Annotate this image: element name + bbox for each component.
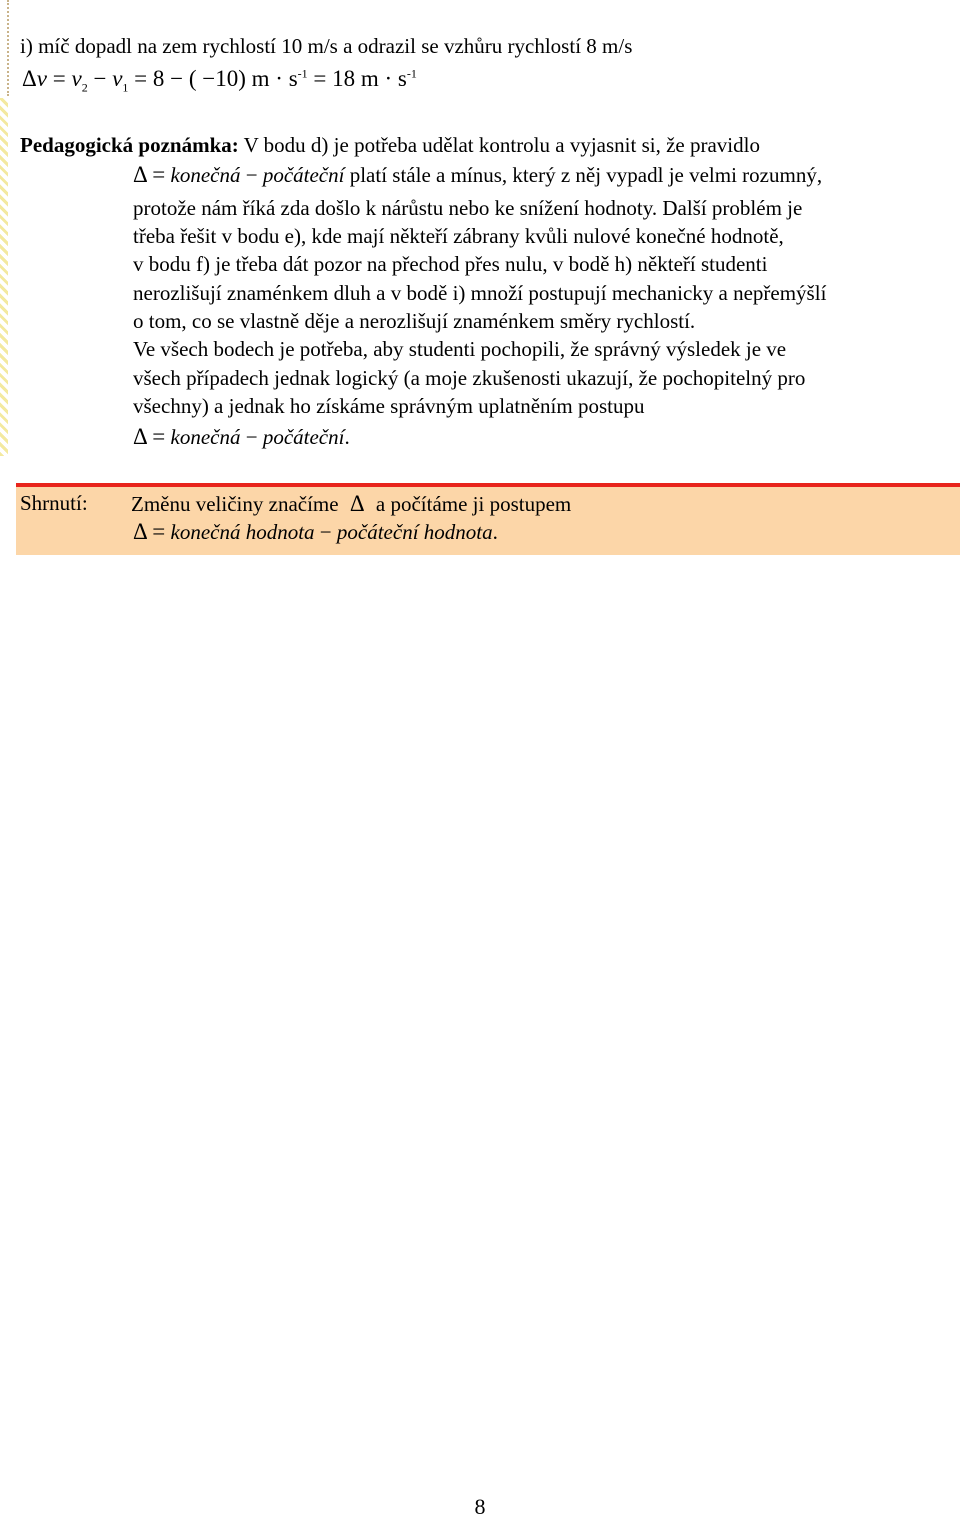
item-i-text: i) míč dopadl na zem rychlostí 10 m/s a odrazil se vzhůru rychlostí 8 m/s [20, 34, 633, 58]
note-first-line: Pedagogická poznámka: V bodu d) je potřeba udělat kontrolu a vyjasnit si, že pravidlo [20, 133, 760, 157]
summary-formula: Δ = konečná hodnota − počáteční hodnota. [133, 519, 498, 544]
note-line-3: protože nám říká zda došlo k nárůstu nebo ke snížení hodnoty. Další problém je [133, 196, 803, 220]
note-margin-stripe [0, 98, 8, 456]
note-line-6: nerozlišují znaménkem dluh a v bodě i) množí postupují mechanicky a nepřemýšlí [133, 281, 827, 305]
note-line-7: o tom, co se vlastně děje a nerozlišují znaménkem směry rychlostí. [133, 309, 696, 333]
item-i-equation: $\Delta v = v_2 - v_1 = 8$ − ( −10) $m \cdot s^{-1} = 18$ $m \cdot s^{-1}$ [22, 66, 417, 95]
page-number: 8 [474, 1494, 486, 1519]
note-formula-line: Δ = konečná − počáteční platí stále a mínus, který z něj vypadl je velmi rozumný, [133, 162, 823, 187]
note-line-5: v bodu f) je třeba dát pozor na přechod přes nulu, v bodě h) někteří studenti [133, 252, 768, 276]
margin-dotted-line [7, 0, 9, 96]
note-line-10: všechny) a jednak ho získáme správným uplatněním postupu [133, 394, 645, 418]
note-line-8: Ve všech bodech je potřeba, aby studenti pochopili, že správný výsledek je ve [133, 337, 787, 361]
note-heading: Pedagogická poznámka: [20, 133, 239, 157]
note-line-4: třeba řešit v bodu e), kde mají někteří zábrany kvůli nulové konečné hodnotě, [133, 224, 784, 248]
summary-text: Změnu veličiny značíme Δ a počítáme ji postupem [131, 491, 572, 516]
summary-label: Shrnutí: [20, 491, 88, 515]
note-line-9: všech případech jednak logický (a moje zkušenosti ukazují, že pochopitelný pro [133, 366, 806, 390]
note-final-formula: Δ = konečná − počáteční. [133, 424, 350, 449]
